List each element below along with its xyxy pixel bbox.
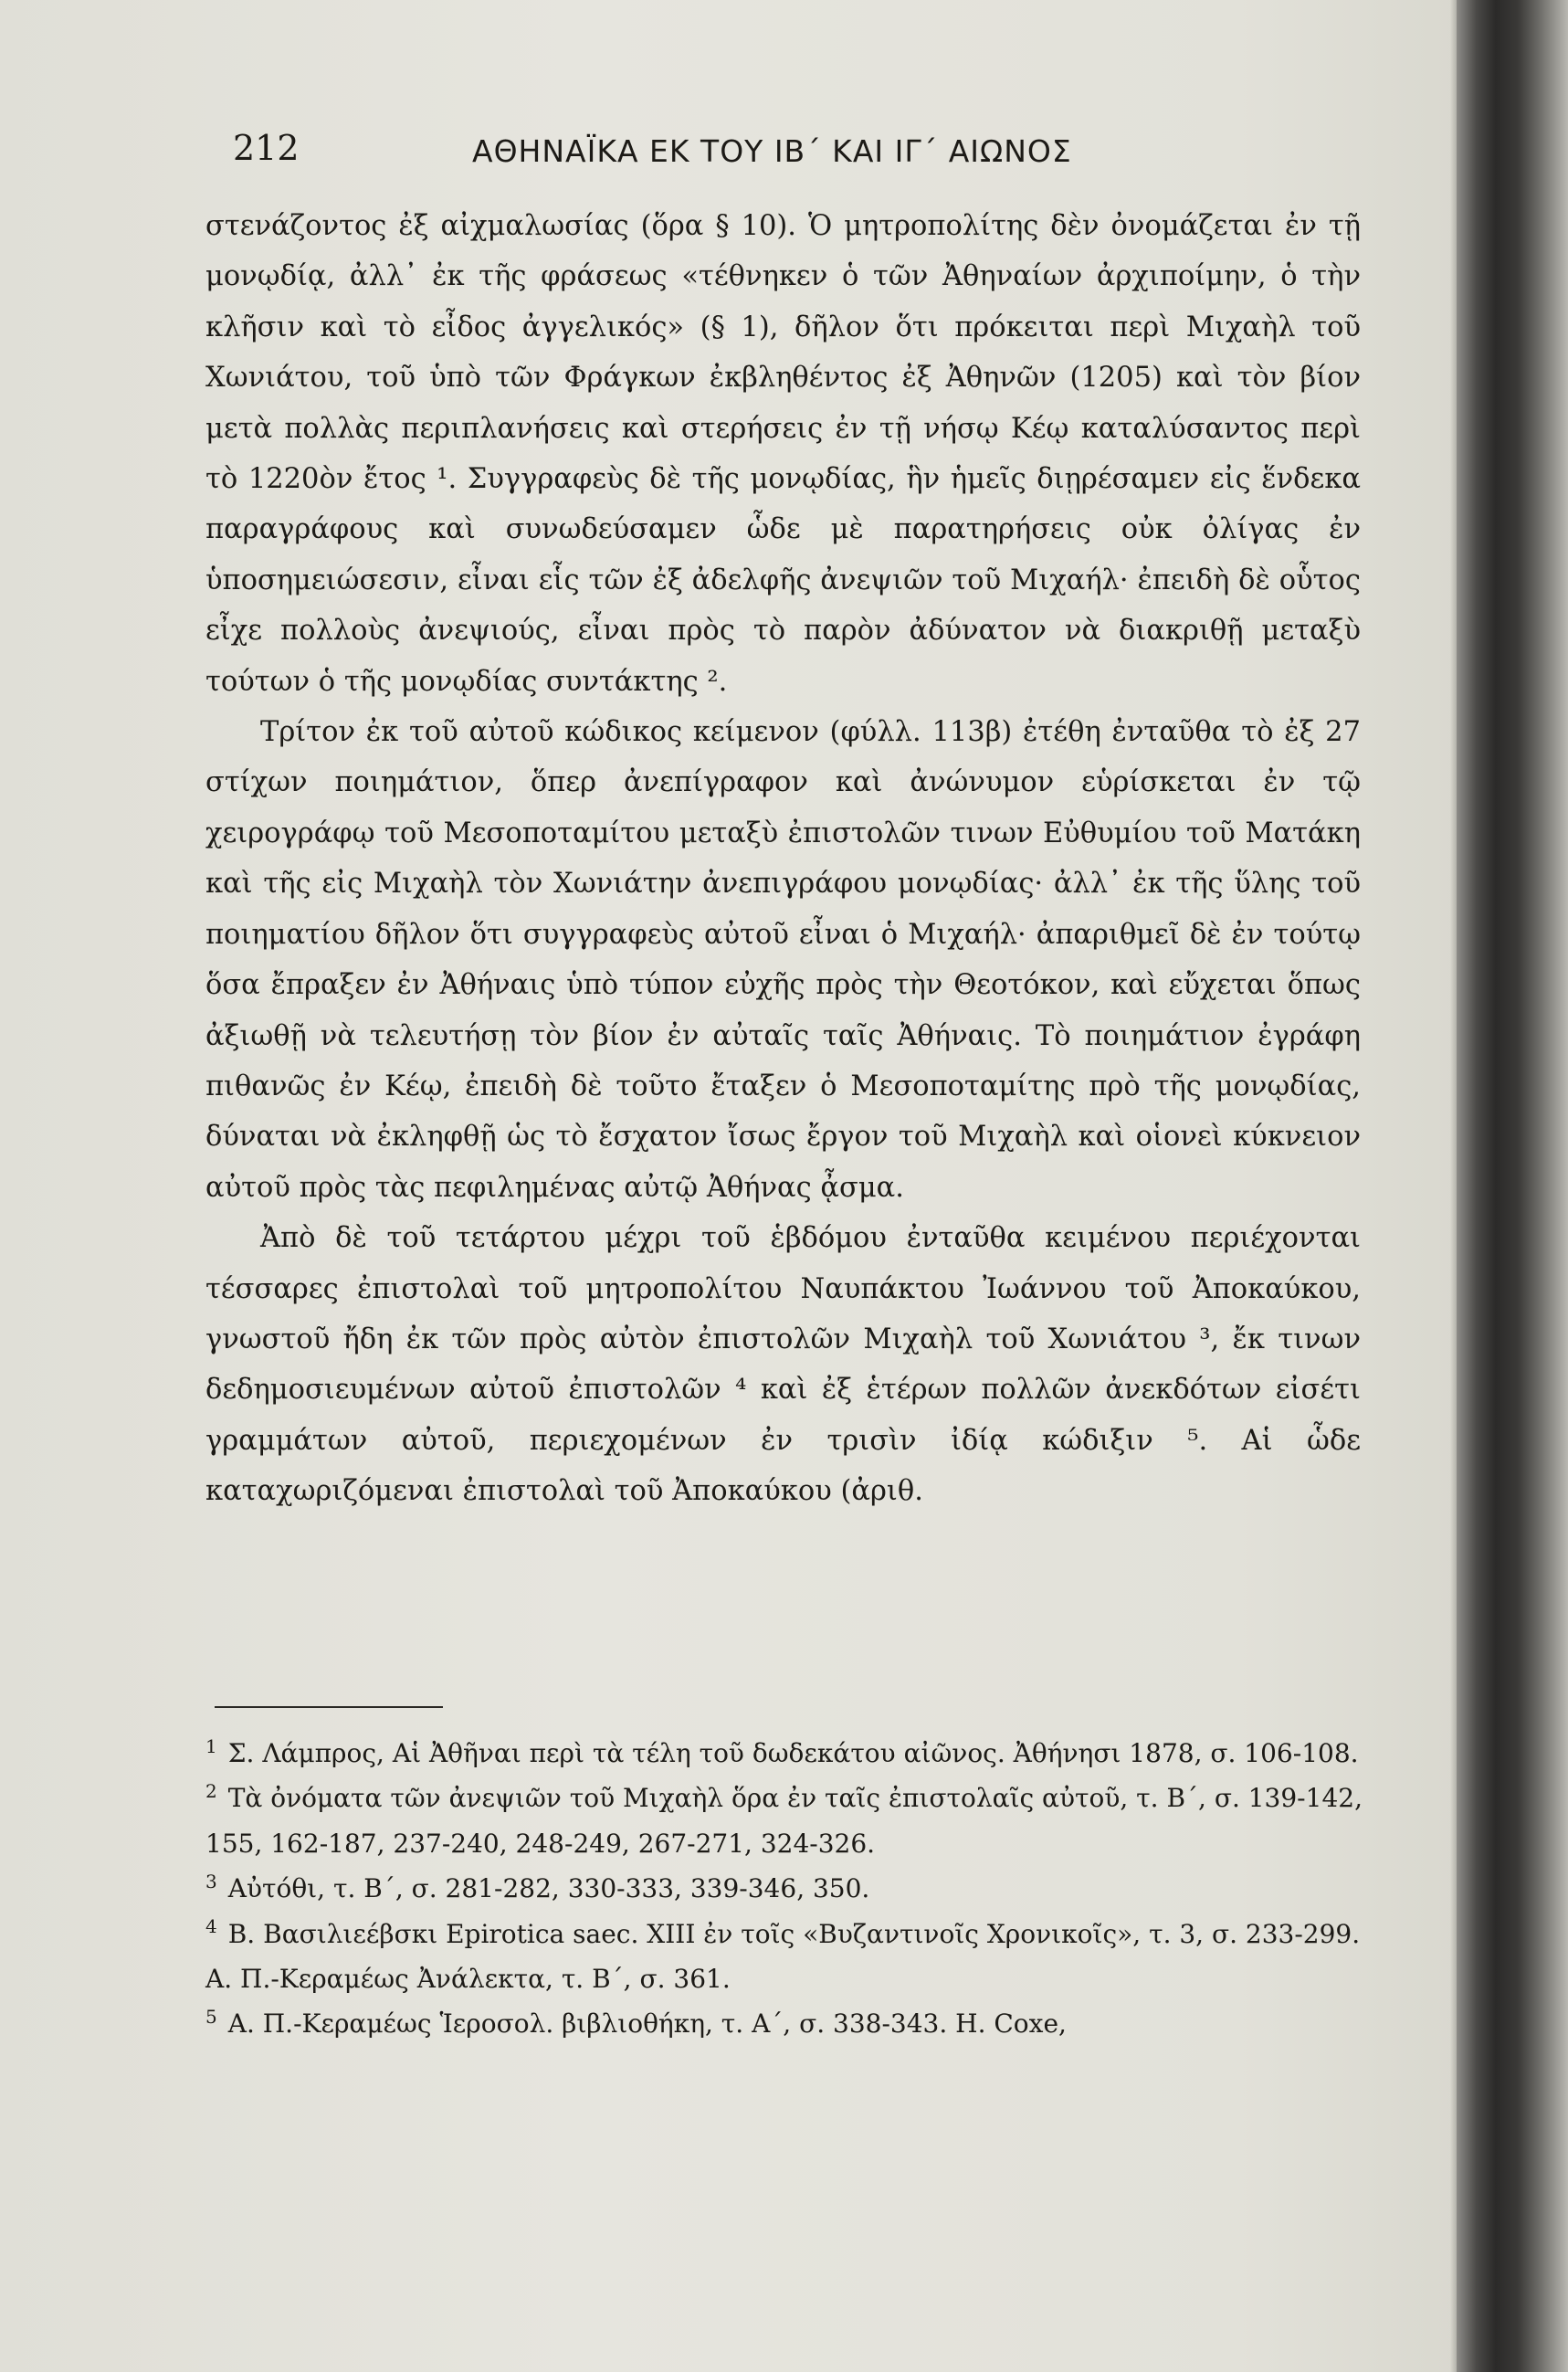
footnote: [205, 1912, 1374, 2002]
paragraph: Ἀπὸ δὲ τοῦ τετάρτου μέχρι τοῦ ἑβδόμου ἐνταῦθα κειμένου περιέχονται τέσσαρες ἐπιστολαὶ τοῦ μητροπολίτου Ναυπάκτου Ἰωάννου τοῦ Ἀποκαύκου, γνωστοῦ ἤδη ἐκ τῶν πρὸς αὐτὸν ἐπιστολῶν Μιχαὴλ τοῦ Χωνιάτου ³, ἔκ τινων δεδημοσιευμένων αὐτοῦ ἐπιστολῶν ⁴ καὶ ἐξ ἑτέρων πολλῶν ἀνεκδότων εἰσέτι γραμμάτων αὐτοῦ, περιεχομένων ἐν τρισὶν ἰδίᾳ κώδιξιν ⁵. Αἱ ὧδε καταχωριζόμεναι ἐπιστολαὶ τοῦ Ἀποκαύκου (ἀριθ.: [205, 1222, 1361, 1508]
footnotes: [205, 1731, 1374, 2047]
footnote-rule: [215, 1706, 443, 1708]
footnote: [205, 1776, 1374, 1866]
footnote: [205, 1866, 1374, 1911]
footnote-marker: 3: [205, 1870, 217, 1892]
footnote-text: Β. Βασιλιεέβσκι Epirotica saec. XIII ἐν τοῖς «Βυζαντινοῖς Χρονικοῖς», τ. 3, σ. 233-299. Α. Π.-Κεραμέως Ἀνάλεκτα, τ. Β΄, σ. 361.: [205, 1918, 1361, 1995]
footnote-text: Σ. Λάμπρος, Αἱ Ἀθῆναι περὶ τὰ τέλη τοῦ δωδεκάτου αἰῶνος. Ἀθήνησι 1878, σ. 106-108.: [227, 1738, 1359, 1768]
footnote-text: Τὰ ὀνόματα τῶν ἀνεψιῶν τοῦ Μιχαὴλ ὅρα ἐν ταῖς ἐπιστολαῖς αὐτοῦ, τ. Β΄, σ. 139-142, 155, 162-187, 237-240, 248-249, 267-271, 324-326.: [205, 1783, 1363, 1859]
paragraph: στενάζοντος ἐξ αἰχμαλωσίας (ὅρα § 10). Ὁ μητροπολίτης δὲν ὀνομάζεται ἐν τῇ μονῳδίᾳ, ἀλλ᾽ ἐκ τῆς φράσεως «τέθνηκεν ὁ τῶν Ἀθηναίων ἀρχιποίμην, ὁ τὴν κλῆσιν καὶ τὸ εἶδος ἀγγελικός» (§ 1), δῆλον ὅτι πρόκειται περὶ Μιχαὴλ τοῦ Χωνιάτου, τοῦ ὑπὸ τῶν Φράγκων ἐκβληθέντος ἐξ Ἀθηνῶν (1205) καὶ τὸν βίον μετὰ πολλὰς περιπλανήσεις καὶ στερήσεις ἐν τῇ νήσῳ Κέῳ καταλύσαντος περὶ τὸ 1220ὸν ἔτος ¹. Συγγραφεὺς δὲ τῆς μονῳδίας, ἣν ἡμεῖς διῃρέσαμεν εἰς ἕνδεκα παραγράφους καὶ συνωδεύσαμεν ὧδε μὲ παρατηρήσεις οὐκ ὀλίγας ἐν ὑποσημειώσεσιν, εἶναι εἷς τῶν ἐξ ἀδελφῆς ἀνεψιῶν τοῦ Μιχαήλ· ἐπειδὴ δὲ οὗτος εἶχε πολλοὺς ἀνεψιούς, εἶναι πρὸς τὸ παρὸν ἀδύνατον νὰ διακριθῇ μεταξὺ τούτων ὁ τῆς μονῳδίας συντάκτης ².: [205, 210, 1361, 698]
body-text: [205, 201, 1361, 1517]
footnote-marker: 4: [205, 1915, 217, 1938]
running-head: ΑΘΗΝΑΪΚΑ ΕΚ ΤΟΥ ΙΒ΄ ΚΑΙ ΙΓ΄ ΑΙΩΝΟΣ: [472, 133, 1072, 169]
footnote: [205, 1731, 1374, 1776]
book-spine: [1457, 0, 1568, 2372]
footnote-marker: 2: [205, 1780, 217, 1803]
page-header: [233, 128, 1420, 183]
footnote-text: Αὐτόθι, τ. Β΄, σ. 281-282, 330-333, 339-346, 350.: [227, 1873, 870, 1904]
paragraph: Τρίτον ἐκ τοῦ αὐτοῦ κώδικος κείμενον (φύλλ. 113β) ἐτέθη ἐνταῦθα τὸ ἐξ 27 στίχων ποιημάτιον, ὅπερ ἀνεπίγραφον καὶ ἀνώνυμον εὑρίσκεται ἐν τῷ χειρογράφῳ τοῦ Μεσοποταμίτου μεταξὺ ἐπιστολῶν τινων Εὐθυμίου τοῦ Ματάκη καὶ τῆς εἰς Μιχαὴλ τὸν Χωνιάτην ἀνεπιγράφου μονῳδίας· ἀλλ᾽ ἐκ τῆς ὕλης τοῦ ποιηματίου δῆλον ὅτι συγγραφεὺς αὐτοῦ εἶναι ὁ Μιχαήλ· ἀπαριθμεῖ δὲ ἐν τούτῳ ὅσα ἔπραξεν ἐν Ἀθήναις ὑπὸ τύπον εὐχῆς πρὸς τὴν Θεοτόκον, καὶ εὔχεται ὅπως ἀξιωθῇ νὰ τελευτήσῃ τὸν βίον ἐν αὐταῖς ταῖς Ἀθήναις. Τὸ ποιημάτιον ἐγράφη πιθανῶς ἐν Κέῳ, ἐπειδὴ δὲ τοῦτο ἔταξεν ὁ Μεσοποταμίτης πρὸ τῆς μονῳδίας, δύναται νὰ ἐκληφθῇ ὡς τὸ ἔσχατον ἴσως ἔργον τοῦ Μιχαὴλ καὶ οἱονεὶ κύκνειον αὐτοῦ πρὸς τὰς πεφιλημένας αὐτῷ Ἀθήνας ᾆσμα.: [205, 716, 1361, 1204]
footnote: [205, 2001, 1374, 2046]
footnote-marker: 5: [205, 2006, 217, 2029]
footnote-marker: 1: [205, 1734, 217, 1757]
footnote-text: Α. Π.-Κεραμέως Ἱεροσολ. βιβλιοθήκη, τ. Α΄, σ. 338-343. Η. Coxe,: [227, 2008, 1067, 2040]
page-number: 212: [233, 128, 300, 168]
